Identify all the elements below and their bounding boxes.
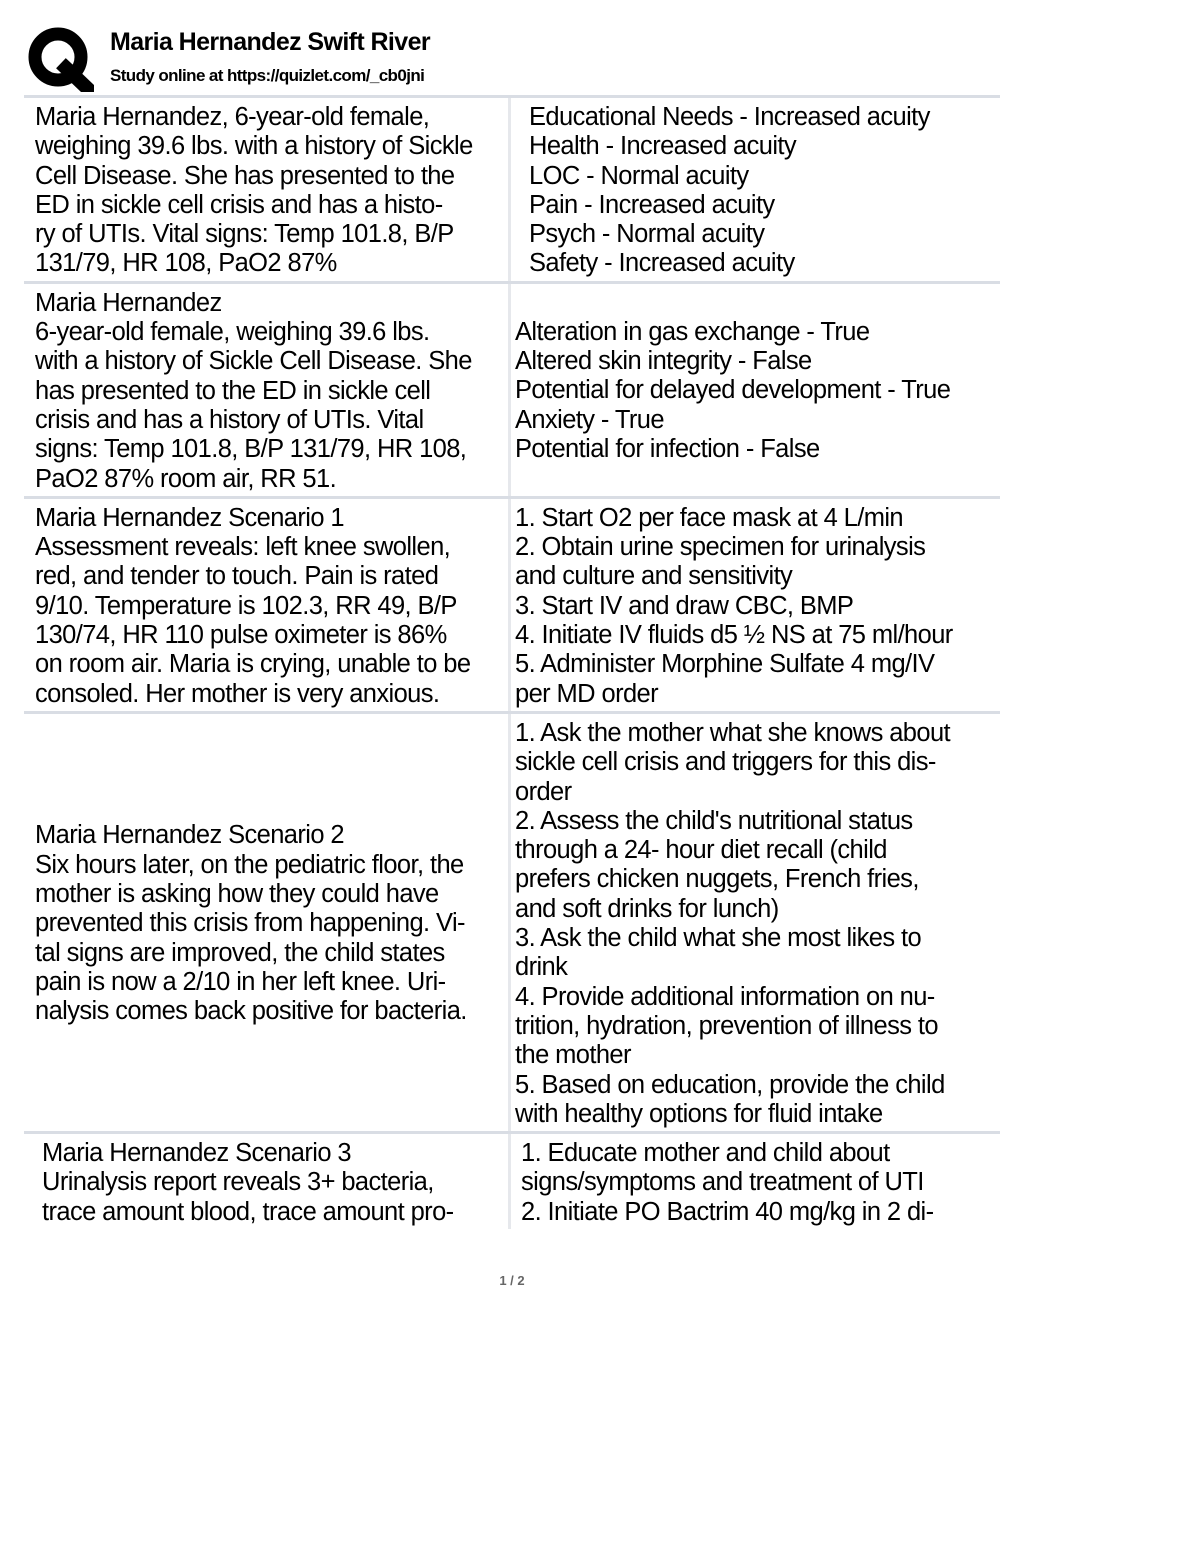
card-term: Maria Hernandez, 6-year-old female, weighing 39.6 lbs. with a history of Sickle Cell Disease. She has presented to the ED in sickle cell crisis and has a histo- ry of UTIs. Vital signs: Temp 101.8, B/P 131/79, HR 108, PaO2 87% — [24, 98, 511, 281]
card-definition: 1. Ask the mother what she knows about sickle cell crisis and triggers for this dis- order 2. Assess the child's nutritional status through a 24- hour diet recall (child prefers chicken nuggets, French fries, and soft drinks for lunch) 3. Ask the child what she most likes to drink 4. Provide additional information on nu- trition, hydration, prevention of illness to the mother 5. Based on education, provide the child with healthy options for fluid intake — [515, 718, 951, 1128]
card-term: Maria Hernandez Scenario 3 Urinalysis report reveals 3+ bacteria, trace amount blood, trace amount pro- — [24, 1134, 511, 1229]
flashcard — [24, 98, 1000, 284]
card-definition: 1. Start O2 per face mask at 4 L/min 2. Obtain urine specimen for urinalysis and culture and sensitivity 3. Start IV and draw CBC, BMP 4. Initiate IV fluids d5 ½ NS at 75 ml/hour 5. Administer Morphine Sulfate 4 mg/IV per MD order — [515, 503, 953, 708]
study-link: Study online at https://quizlet.com/_cb0jni — [110, 66, 425, 85]
flashcard-list — [24, 95, 1000, 1229]
set-title: Maria Hernandez Swift River — [110, 28, 431, 56]
flashcard — [24, 714, 1000, 1134]
flashcard — [24, 284, 1000, 499]
card-term: Maria Hernandez Scenario 1 Assessment reveals: left knee swollen, red, and tender to touch. Pain is rated 9/10. Temperature is 102.3, RR 49, B/P 130/74, HR 110 pulse oximeter is 86% on room air. Maria is crying, unable to be consoled. Her mother is very anxious. — [24, 499, 511, 711]
page-number: 1 / 2 — [499, 1273, 525, 1288]
card-definition: Educational Needs - Increased acuity Health - Increased acuity LOC - Normal acuity Pain - Increased acuity Psych - Normal acuity Safety - Increased acuity — [529, 103, 930, 278]
card-definition: Alteration in gas exchange - True Altered skin integrity - False Potential for delayed development - True Anxiety - True Potential for infection - False — [515, 317, 951, 463]
flashcard — [24, 499, 1000, 714]
card-term-text: Maria Hernandez Scenario 2 Six hours later, on the pediatric floor, the mother is asking how they could have prevented this crisis from happening. Vi- tal signs are improved, the child states pain is now a 2/10 in her left knee. Uri- nalysis comes back positive for bacteria. — [35, 821, 467, 1026]
card-term — [24, 714, 511, 1131]
flashcard — [24, 1134, 1000, 1229]
set-header — [26, 24, 1006, 94]
card-term: Maria Hernandez 6-year-old female, weighing 39.6 lbs. with a history of Sickle Cell Disease. She has presented to the ED in sickle cell crisis and has a history of UTIs. Vital signs: Temp 101.8, B/P 131/79, HR 108, PaO2 87% room air, RR 51. — [24, 284, 511, 496]
card-definition: 1. Educate mother and child about signs/symptoms and treatment of UTI 2. Initiate PO Bactrim 40 mg/kg in 2 di- — [521, 1139, 934, 1226]
quizlet-logo-icon — [26, 26, 94, 92]
